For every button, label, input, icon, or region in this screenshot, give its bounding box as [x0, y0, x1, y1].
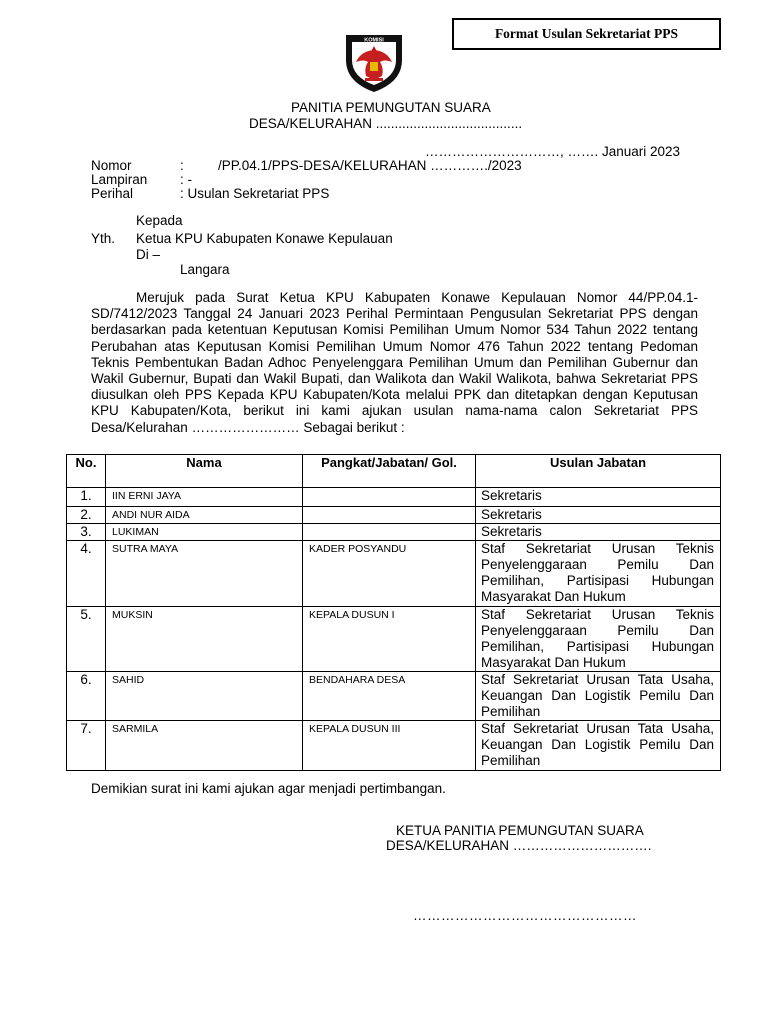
kpu-logo-icon	[339, 32, 409, 94]
header-no: No.	[67, 455, 106, 488]
closing-sentence: Demikian surat ini kami ajukan agar menjadi pertimbangan.	[91, 781, 446, 796]
header-pangkat: Pangkat/Jabatan/ Gol.	[303, 455, 476, 488]
di-label: Di –	[136, 247, 161, 262]
row-no: 3.	[67, 524, 106, 541]
yth-label: Yth.	[91, 231, 116, 246]
village-title: DESA/KELURAHAN .......................................	[249, 116, 523, 131]
format-label-box	[452, 18, 721, 50]
signature-title: KETUA PANITIA PEMUNGUTAN SUARA	[396, 823, 644, 838]
row-no: 1.	[67, 488, 106, 507]
table-row	[67, 524, 721, 541]
row-pangkat	[303, 524, 476, 541]
row-no: 7.	[67, 721, 106, 770]
row-usulan-jabatan: Sekretaris	[476, 488, 721, 507]
table-row	[67, 507, 721, 524]
row-nama: IIN ERNI JAYA	[106, 488, 303, 507]
format-label: Format Usulan Sekretariat PPS	[494, 26, 679, 41]
table-row	[67, 488, 721, 507]
row-usulan-jabatan: Sekretaris	[476, 507, 721, 524]
row-pangkat: KEPALA DUSUN III	[303, 721, 476, 770]
table-row	[67, 541, 721, 606]
row-pangkat: BENDAHARA DESA	[303, 671, 476, 720]
row-no: 4.	[67, 541, 106, 606]
row-usulan-jabatan: Sekretaris	[476, 524, 721, 541]
svg-text:KOMISI: KOMISI	[364, 37, 384, 44]
place: Langara	[180, 262, 230, 277]
committee-title: PANITIA PEMUNGUTAN SUARA	[291, 100, 491, 115]
perihal-label: Perihal	[91, 186, 134, 201]
table-row	[67, 671, 721, 720]
lampiran-value: : -	[180, 172, 192, 187]
row-usulan-jabatan: Staf Sekretariat Urusan Tata Usaha, Keuangan Dan Logistik Pemilu Dan Pemilihan	[476, 671, 721, 720]
signature-village: DESA/KELURAHAN ………………………….	[386, 838, 652, 853]
body-paragraph: Merujuk pada Surat Ketua KPU Kabupaten Konawe Kepulauan Nomor 44/PP.04.1-SD/7412/2023 Tanggal 24 Januari 2023 Perihal Permintaan Pengusulan Sekretariat PPS dengan berdasarkan pada ketentuan Keputusan Komisi Pemilihan Umum Nomor 534 Tahun 2022 tentang Perubahan atas Keputusan Komisi Pemilihan Umum Nomor 476 Tahun 2022 tentang Pedoman Teknis Pembentukan Badan Adhoc Penyelenggara Pemilihan Umum dan Pemilihan Gubernur dan Wakil Gubernur, Bupati dan Wakil Bupati, dan Walikota dan Wakil Walikota, bahwa Sekretariat PPS diusulkan oleh PPS Kepada KPU Kabupaten/Kota melalui PPK dan ditetapkan dengan Keputusan KPU Kabupaten/Kota, berikut ini kami ajukan usulan nama-nama calon Sekretariat PPS Desa/Kelurahan …………………… Sebagai berikut :	[91, 290, 698, 435]
date-line: …………………………, ……. Januari 2023	[425, 144, 681, 159]
recipient: Ketua KPU Kabupaten Konawe Kepulauan	[136, 231, 393, 246]
row-nama: SUTRA MAYA	[106, 541, 303, 606]
row-no: 6.	[67, 671, 106, 720]
nomor-label: Nomor	[91, 158, 132, 173]
table-row	[67, 721, 721, 770]
row-nama: SARMILA	[106, 721, 303, 770]
row-pangkat	[303, 488, 476, 507]
candidate-table	[66, 454, 721, 771]
nomor-value: /PP.04.1/PPS-DESA/KELURAHAN …………./2023	[218, 158, 522, 173]
row-no: 2.	[67, 507, 106, 524]
lampiran-label: Lampiran	[91, 172, 148, 187]
header-nama: Nama	[106, 455, 303, 488]
row-pangkat: KADER POSYANDU	[303, 541, 476, 606]
row-usulan-jabatan: Staf Sekretariat Urusan Teknis Penyelenggaraan Pemilu Dan Pemilihan, Partisipasi Hubungan Masyarakat Dan Hukum	[476, 541, 721, 606]
perihal-value: : Usulan Sekretariat PPS	[180, 186, 330, 201]
row-nama: SAHID	[106, 671, 303, 720]
signature-name-line: …………………………………………	[413, 908, 637, 923]
table-header-row	[67, 455, 721, 488]
row-nama: ANDI NUR AIDA	[106, 507, 303, 524]
row-usulan-jabatan: Staf Sekretariat Urusan Tata Usaha, Keuangan Dan Logistik Pemilu Dan Pemilihan	[476, 721, 721, 770]
row-nama: LUKIMAN	[106, 524, 303, 541]
row-usulan-jabatan: Staf Sekretariat Urusan Teknis Penyelenggaraan Pemilu Dan Pemilihan, Partisipasi Hubungan Masyarakat Dan Hukum	[476, 606, 721, 671]
nomor-separator: :	[180, 158, 184, 173]
row-pangkat	[303, 507, 476, 524]
row-no: 5.	[67, 606, 106, 671]
kepada-label: Kepada	[136, 213, 183, 228]
header-usulan-jabatan: Usulan Jabatan	[476, 455, 721, 488]
row-nama: MUKSIN	[106, 606, 303, 671]
table-row	[67, 606, 721, 671]
row-pangkat: KEPALA DUSUN I	[303, 606, 476, 671]
